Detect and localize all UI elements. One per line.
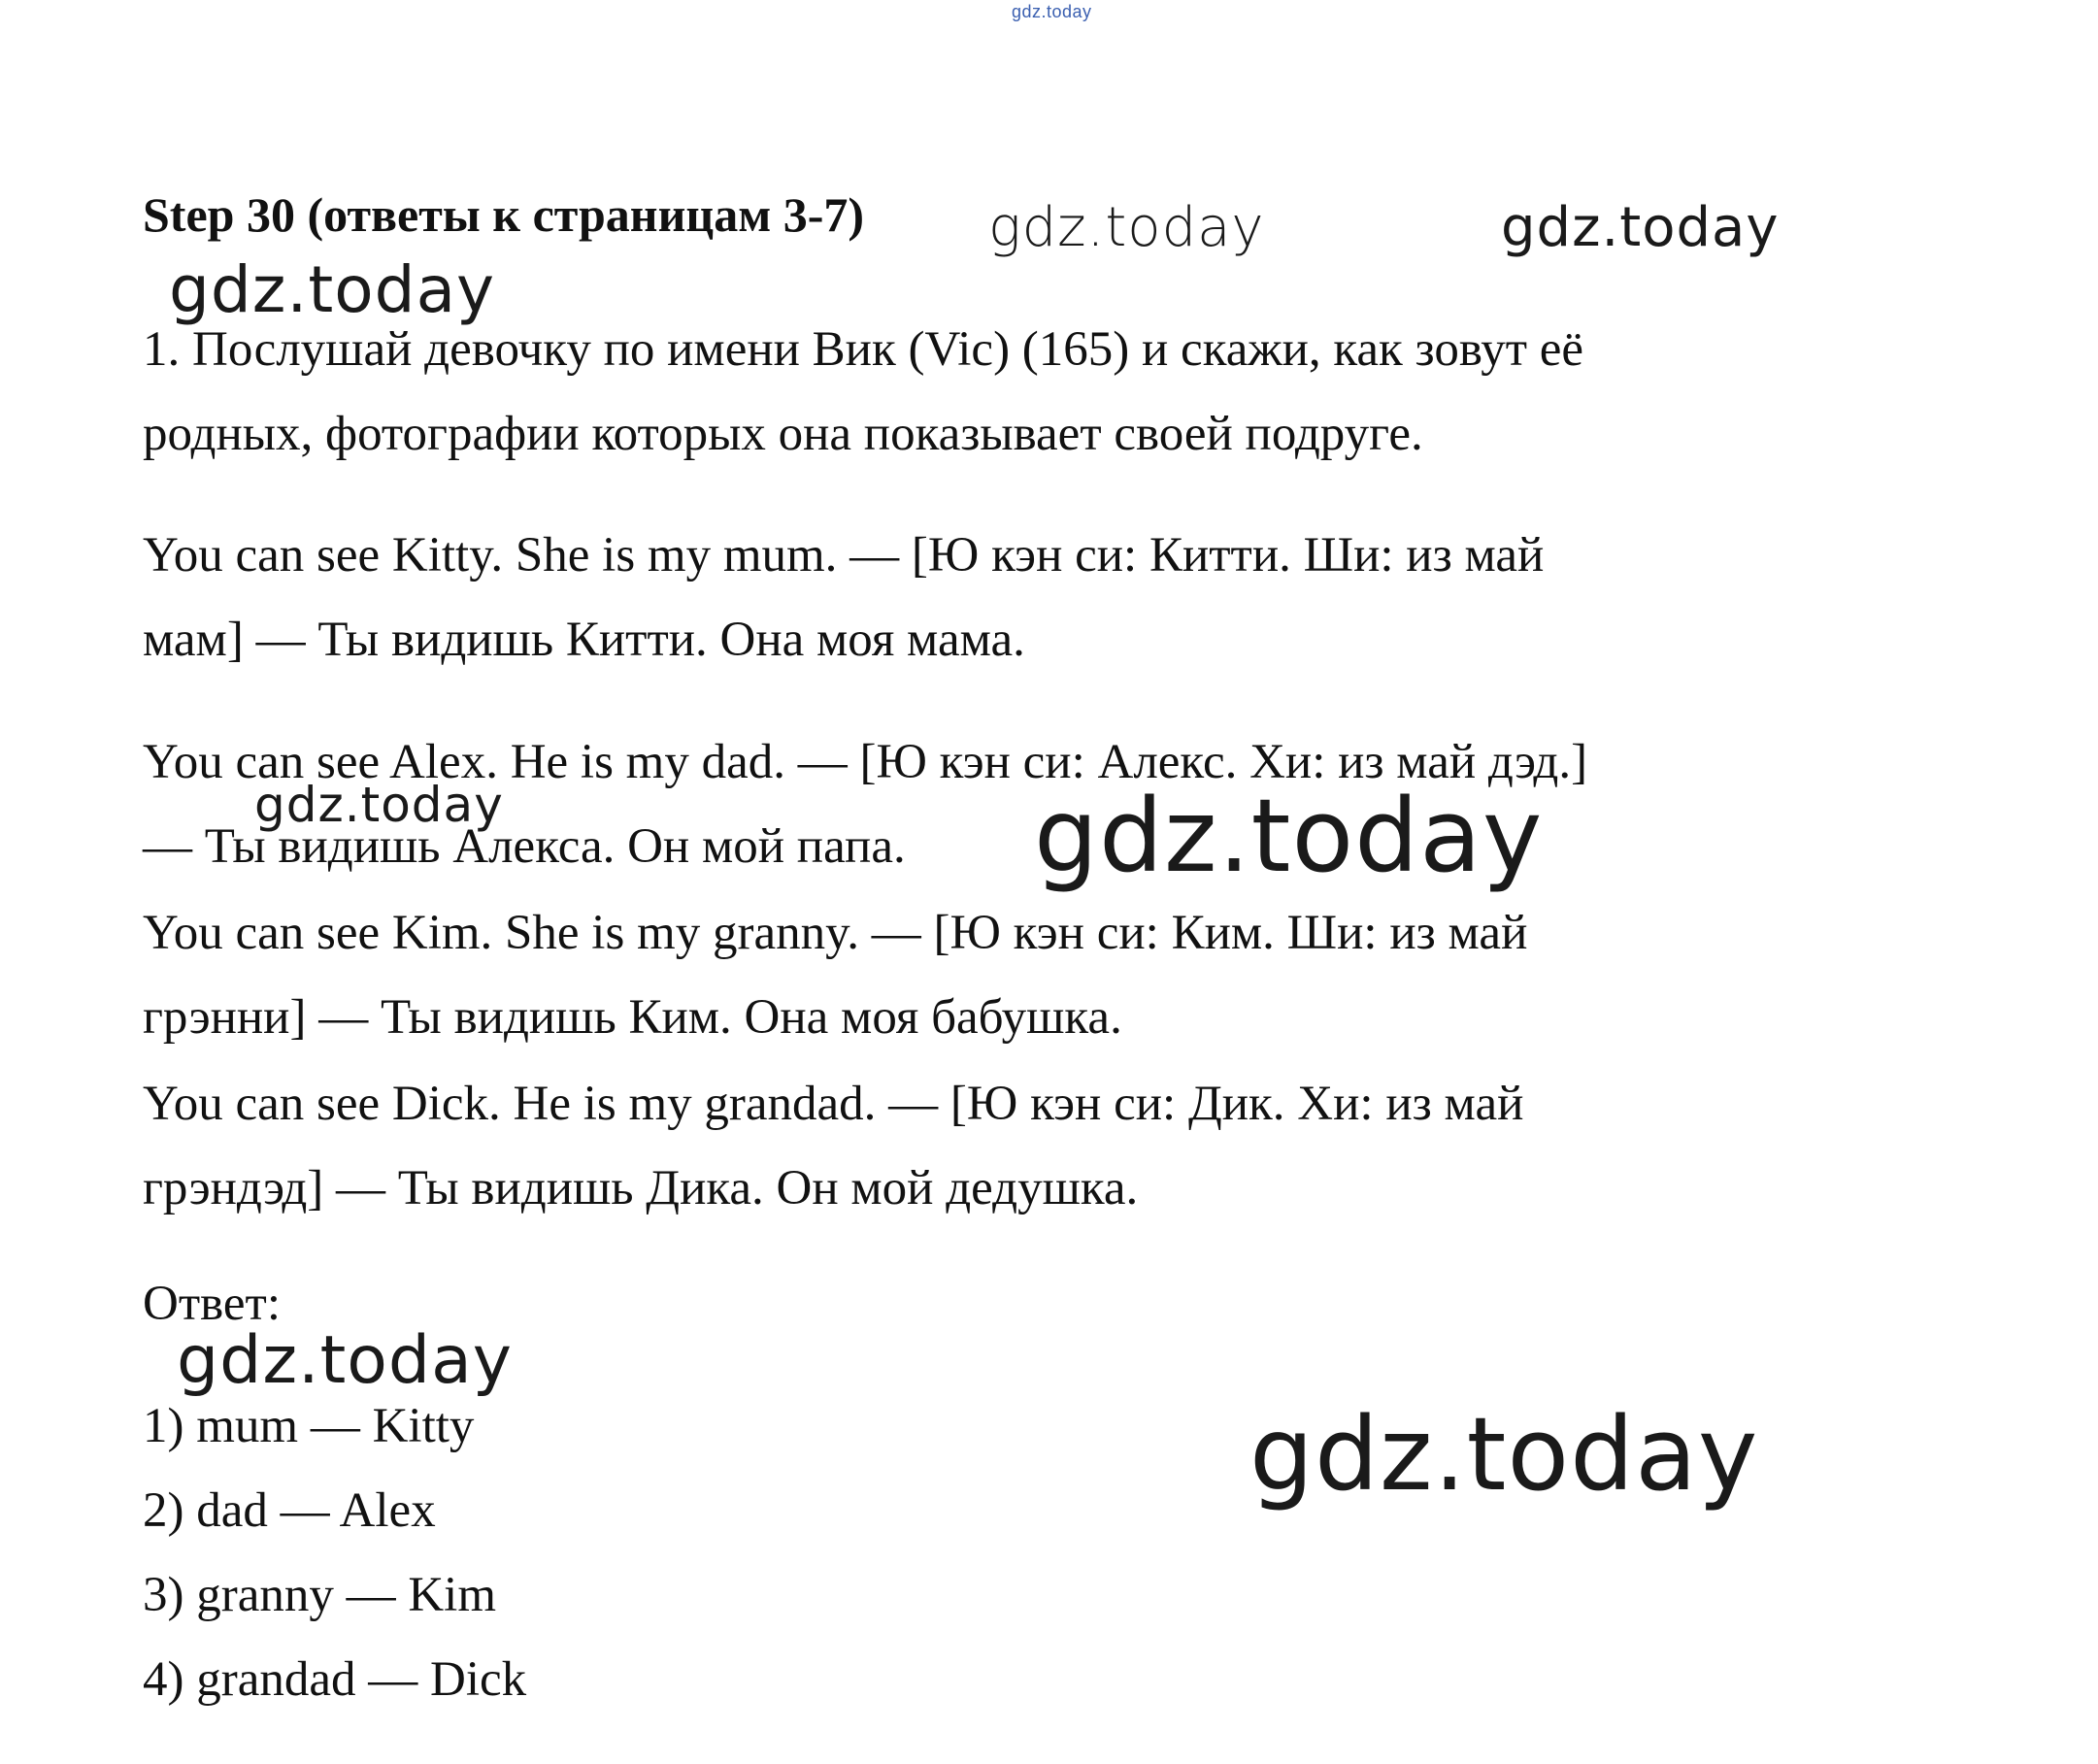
page-title: Step 30 (ответы к страницам 3-7) — [143, 187, 865, 242]
watermark: gdz.today — [169, 252, 496, 327]
answer-item: 1) mum — Kitty — [143, 1399, 475, 1453]
dialogue-paragraph — [143, 891, 1851, 1060]
dialogue-line: грэнни] — Ты видишь Ким. Она моя бабушка. — [143, 990, 1122, 1045]
answer-item: 2) dad — Alex — [143, 1483, 436, 1538]
dialogue-paragraph — [143, 1062, 1851, 1231]
task-instruction — [143, 308, 1851, 477]
dialogue-line: — Ты видишь Алекса. Он мой папа. — [143, 819, 906, 874]
dialogue-line: You can see Kim. She is my granny. — [Ю кэн си: Ким. Ши: из май — [143, 906, 1528, 960]
dialogue-line: You can see Kitty. She is my mum. — [Ю кэн си: Китти. Ши: из май — [143, 528, 1545, 582]
watermark: gdz.today — [1034, 777, 1544, 895]
answer-list — [143, 1384, 526, 1722]
dialogue-line: мам] — Ты видишь Китти. Она моя мама. — [143, 613, 1025, 667]
task-line: 1. Послушай девочку по имени Вик (Vic) (165) и скажи, как зовут её — [143, 322, 1584, 377]
answer-item: 3) granny — Kim — [143, 1568, 497, 1622]
watermark: gdz.today — [177, 1322, 513, 1399]
task-line: родных, фотографии которых она показывает своей подруге. — [143, 407, 1423, 461]
watermark: gdz.today — [1249, 1395, 1759, 1514]
watermark: gdz.today — [254, 777, 504, 833]
dialogue-line: грэндэд] — Ты видишь Дика. Он мой дедушка. — [143, 1161, 1139, 1215]
watermark: gdz.today — [1501, 196, 1780, 259]
dialogue-line: You can see Dick. He is my grandad. — [Ю кэн си: Дик. Хи: из май — [143, 1077, 1524, 1131]
watermark: gdz.today — [988, 196, 1265, 259]
dialogue-paragraph — [143, 514, 1851, 682]
answer-item: 4) grandad — Dick — [143, 1652, 527, 1707]
answer-label: Ответ: — [143, 1277, 281, 1331]
dialogue-line: You can see Alex. He is my dad. — [Ю кэн си: Алекс. Хи: из май дэд.] — [143, 735, 1588, 789]
top-watermark: gdz.today — [1012, 2, 1092, 21]
